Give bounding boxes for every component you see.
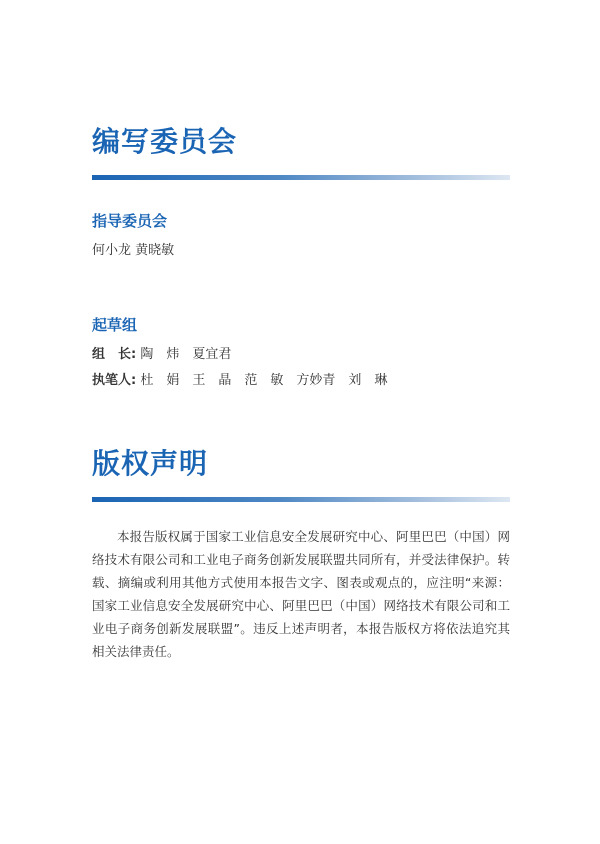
title-underline-bar — [92, 497, 510, 502]
steering-committee-heading: 指导委员会 — [92, 212, 168, 230]
writers-names: 杜 娟 王 晶 范 敏 方妙青 刘 琳 — [136, 373, 388, 388]
writers-label: 执笔人: — [92, 373, 137, 388]
group-leader-line — [92, 345, 231, 365]
group-leader-label: 组 长: — [92, 347, 137, 362]
copyright-title: 版权声明 — [92, 447, 209, 480]
group-leader-names: 陶 炜 夏宜君 — [136, 347, 232, 362]
drafting-group-heading: 起草组 — [92, 316, 138, 334]
title-underline-bar — [92, 175, 510, 180]
writers-line — [92, 371, 387, 391]
copyright-statement: 本报告版权属于国家工业信息安全发展研究中心、阿里巴巴（中国）网络技术有限公司和工业电子商务创新发展联盟共同所有，并受法律保护。转载、摘编或利用其他方式使用本报告文字、图表或观点的，应注明“来源：国家工业信息安全发展研究中心、阿里巴巴（中国）网络技术有限公司和工业电子商务创新发展联盟”。违反上述声明者，本报告版权方将依法追究其相关法律责任。 — [92, 529, 510, 659]
steering-committee-members: 何小龙 黄晓敏 — [92, 243, 175, 258]
editorial-committee-title: 编写委员会 — [92, 125, 238, 158]
